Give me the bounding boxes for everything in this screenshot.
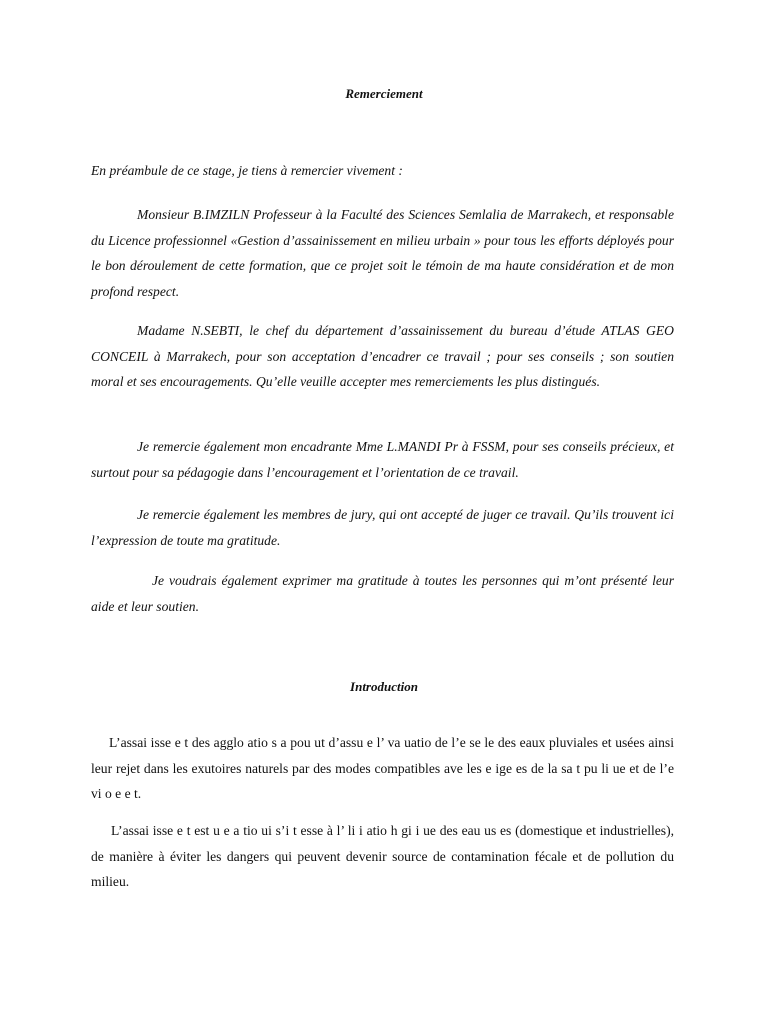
- acknowledgement-paragraph-gratitude: Je voudrais également exprimer ma gratitude à toutes les personnes qui m’ont présenté leur aide et leur soutien.: [91, 573, 674, 614]
- acknowledgement-paragraph-jury: Je remercie également les membres de jury, qui ont accepté de juger ce travail. Qu’ils trouvent ici l’expression de toute ma gratitude.: [91, 507, 674, 548]
- acknowledgement-paragraph-professor: Monsieur B.IMZILN Professeur à la Faculté des Sciences Semlalia de Marrakech, et responsable du Licence professionnel «Gestion d’assainissement en milieu urbain » pour tous les efforts déployés pour le bon déroulement de cette formation, que ce projet soit le témoin de ma haute considération et de mon profond respect.: [91, 207, 674, 299]
- acknowledgements-intro: En préambule de ce stage, je tiens à remercier vivement :: [91, 163, 403, 178]
- introduction-title: Introduction: [350, 679, 418, 694]
- acknowledgement-paragraph-supervisor: Madame N.SEBTI, le chef du département d’assainissement du bureau d’étude ATLAS GEO CONCEIL à Marrakech, pour son acceptation d’encadrer ce travail ; pour ses conseils ; son soutien moral et ses encouragements. Qu’elle veuille accepter mes remerciements les plus distingués.: [91, 323, 674, 389]
- acknowledgement-paragraph-mentor: Je remercie également mon encadrante Mme L.MANDI Pr à FSSM, pour ses conseils précieux, et surtout pour sa pédagogie dans l’encouragement et l’orientation de ce travail.: [91, 439, 674, 480]
- introduction-paragraph-1: L’assai isse e t des agglo atio s a pou ut d’assu e l’ va uatio de l’e se le des eaux pluviales et usées ainsi leur rejet dans les exutoires naturels par des modes compatibles ave les e ige es de la sa t pu li ue et de l’e vi o e e t.: [91, 735, 674, 801]
- acknowledgements-title: Remerciement: [345, 86, 423, 101]
- introduction-paragraph-2: L’assai isse e t est u e a tio ui s’i t esse à l’ li i atio h gi i ue des eau us es (domestique et industrielles), de manière à éviter les dangers qui peuvent devenir source de contamination fécale et de pollution du milieu.: [91, 823, 674, 889]
